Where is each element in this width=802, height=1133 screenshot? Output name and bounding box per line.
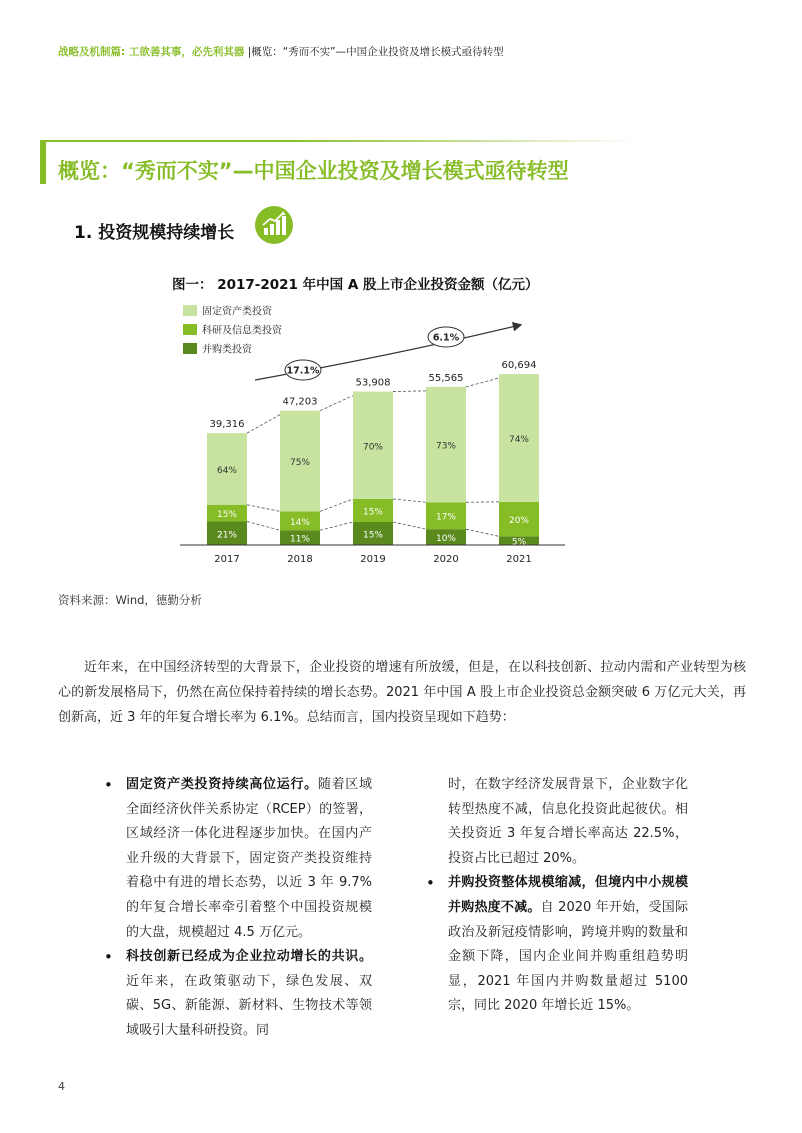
- bullet-text: 自 2020 年开始，受国际政治及新冠疫情影响，跨境并购的数量和金额下降，国内企业间并购重组趋势明显，2021 年国内并购数量超过 5100 宗，同比 2020 年增长近 15%。: [448, 899, 688, 1014]
- bullet-item: [98, 945, 372, 1043]
- legend-label: 固定资产类投资: [202, 306, 272, 318]
- bullet-title: 科技创新已经成为企业拉动增长的共识。: [126, 949, 372, 965]
- bullet-title: 固定资产类投资持续高位运行。: [126, 777, 318, 792]
- investment-stacked-bar-chart: [175, 300, 575, 575]
- connector-line: [393, 522, 426, 529]
- cagr-label: 17.1%: [286, 365, 320, 377]
- legend-swatch: [183, 305, 197, 316]
- x-axis-ticks: [214, 554, 531, 565]
- x-tick-label: 2020: [433, 554, 459, 565]
- bullet-text: 近年来，在政策驱动下，绿色发展、双碳、5G、新能源、新材料、生物技术等领域吸引大量科研投资。同: [126, 973, 372, 1038]
- title-rule: [40, 140, 640, 142]
- x-tick-label: 2017: [214, 554, 240, 565]
- legend-label: 并购类投资: [202, 344, 252, 356]
- segment-label: 10%: [435, 534, 457, 545]
- connector-line: [247, 522, 280, 531]
- bullet-column-right: [426, 773, 688, 1019]
- bar-group: [207, 360, 539, 548]
- connector-line: [320, 396, 353, 411]
- body-paragraph: 近年来，在中国经济转型的大背景下，企业投资的增速有所放缓，但是，在以科技创新、拉动内需和产业转型为核心的新发展格局下，仍然在高位保持着持续的增长态势。2021 年中国 A 股上市企业投资总金额突破 6 万亿元大关，再创新高，近 3 年的年复合增长率为 6.1%。总结而言，国内投资呈现如下趋势：: [58, 660, 746, 725]
- connector-line: [393, 499, 426, 502]
- running-header-chapter: 战略及机制篇: 工欲善其事，必先利其器: [58, 46, 245, 58]
- chart-legend: [183, 305, 283, 356]
- segment-label: 64%: [216, 465, 238, 476]
- running-header-section: |概览：“秀而不实”—中国企业投资及增长模式亟待转型: [247, 46, 504, 58]
- connector-line: [247, 415, 280, 433]
- source-note: 资料来源：Wind，德勤分析: [58, 593, 202, 607]
- running-header: [58, 44, 504, 59]
- x-tick-label: 2018: [287, 554, 313, 565]
- section-heading: 1. 投资规模持续增长: [74, 223, 235, 243]
- segment-label: 5%: [511, 537, 527, 548]
- segment-label: 15%: [216, 510, 238, 521]
- segment-label: 11%: [289, 534, 311, 545]
- segment-label: 75%: [289, 458, 311, 469]
- segment-label: 20%: [508, 516, 530, 527]
- legend-swatch: [183, 343, 197, 354]
- bullet-column-left: [98, 773, 372, 1044]
- figure-title: 图一： 2017-2021 年中国 A 股上市企业投资金额（亿元）: [172, 277, 539, 293]
- segment-label: 21%: [216, 530, 238, 541]
- total-label: 55,565: [428, 372, 464, 384]
- bullet-item: [426, 871, 688, 1019]
- growth-chart-icon: [254, 205, 294, 245]
- segment-label: 17%: [435, 512, 457, 523]
- x-tick-label: 2019: [360, 554, 386, 565]
- x-tick-label: 2021: [506, 554, 532, 565]
- connector-line: [393, 391, 426, 392]
- bullet-title: 并购投资整体规模缩减，但境内中小规模并购热度不减。: [448, 875, 688, 915]
- connector-line: [466, 378, 499, 387]
- page-number: 4: [58, 1080, 65, 1093]
- connector-line: [247, 505, 280, 512]
- legend-label: 科研及信息类投资: [202, 325, 282, 337]
- trend-annotations: [255, 325, 520, 380]
- bullet-item: [98, 773, 372, 945]
- total-label: 53,908: [355, 377, 391, 389]
- legend-swatch: [183, 324, 197, 335]
- page-title: 概览：“秀而不实”—中国企业投资及增长模式亟待转型: [58, 159, 569, 183]
- total-label: 47,203: [282, 396, 318, 408]
- bullet-continuation: 时，在数字经济发展背景下，企业数字化转型热度不减，信息化投资此起彼伏。相关投资近 3 年复合增长率高达 22.5%，投资占比已超过 20%。: [448, 777, 688, 866]
- connector-line: [466, 529, 499, 536]
- segment-label: 14%: [289, 517, 311, 528]
- title-accent-bar: [40, 140, 46, 184]
- segment-label: 15%: [362, 507, 384, 518]
- connector-line: [320, 499, 353, 511]
- segment-label: 15%: [362, 530, 384, 541]
- segment-label: 74%: [508, 434, 530, 445]
- bullet-text: 随着区域全面经济伙伴关系协定（RCEP）的签署，区域经济一体化进程逐步加快。在国内产业升级的大背景下，固定资产类投资维持着稳中有进的增长态势，以近 3 年 9.7% 的年复合增长率牵引着整个中国投资规模的大盘，规模超过 4.5 万亿元。: [126, 777, 372, 940]
- cagr-label: 6.1%: [432, 332, 460, 344]
- total-label: 39,316: [209, 419, 245, 431]
- connector-line: [320, 522, 353, 530]
- total-label: 60,694: [501, 359, 537, 371]
- segment-label: 73%: [435, 441, 457, 452]
- segment-label: 70%: [362, 442, 384, 453]
